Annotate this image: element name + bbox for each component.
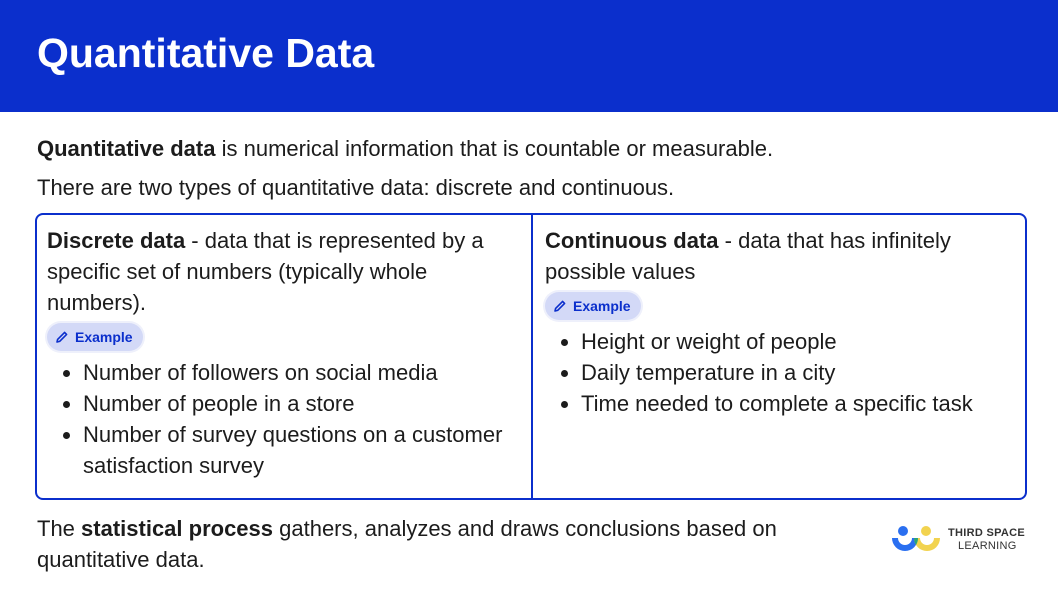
discrete-examples — [47, 357, 522, 481]
term: statistical process — [81, 516, 274, 541]
text: The — [37, 516, 82, 541]
definition-text: - data that is represented by a specific set of numbers (typically whole numbers). — [47, 228, 484, 315]
discrete-definition — [47, 225, 522, 318]
list-item: • Number of people in a store — [83, 388, 522, 419]
types-box — [35, 213, 1027, 500]
badge-label: Example — [573, 298, 631, 314]
list-item: • Number of survey questions on a customer satisfaction survey — [83, 419, 522, 481]
pencil-icon — [55, 330, 69, 344]
third-space-learning-logo — [890, 524, 942, 554]
example-badge — [47, 323, 143, 351]
logo-line1: THIRD SPACE — [948, 527, 1026, 539]
logo-line2: LEARNING — [958, 540, 1017, 552]
discrete-column — [47, 225, 522, 481]
continuous-column — [545, 225, 1015, 419]
definition-text: - data that has infinitely possible values — [545, 228, 951, 284]
list-item: • Daily temperature in a city — [581, 357, 1015, 388]
text: gathers, analyzes and draws conclusions based on quantitative data. — [37, 516, 777, 572]
intro-definition — [37, 133, 773, 164]
divider — [531, 215, 533, 498]
continuous-examples — [545, 326, 1015, 419]
definition-text: is numerical information that is countable or measurable. — [215, 136, 774, 161]
header-banner — [0, 0, 1058, 112]
footer-text — [37, 513, 877, 575]
term: Discrete data — [47, 228, 186, 253]
badge-label: Example — [75, 329, 133, 345]
list-item: • Time needed to complete a specific task — [581, 388, 1015, 419]
list-item: • Number of followers on social media — [83, 357, 522, 388]
continuous-definition — [545, 225, 1015, 287]
pencil-icon — [553, 299, 567, 313]
page-title: Quantitative Data — [37, 30, 375, 76]
types-line: There are two types of quantitative data: discrete and continuous. — [37, 175, 675, 200]
example-badge — [545, 292, 641, 320]
list-item: • Height or weight of people — [581, 326, 1015, 357]
logo-text — [948, 527, 1025, 553]
term: Quantitative data — [37, 136, 216, 161]
term: Continuous data — [545, 228, 719, 253]
